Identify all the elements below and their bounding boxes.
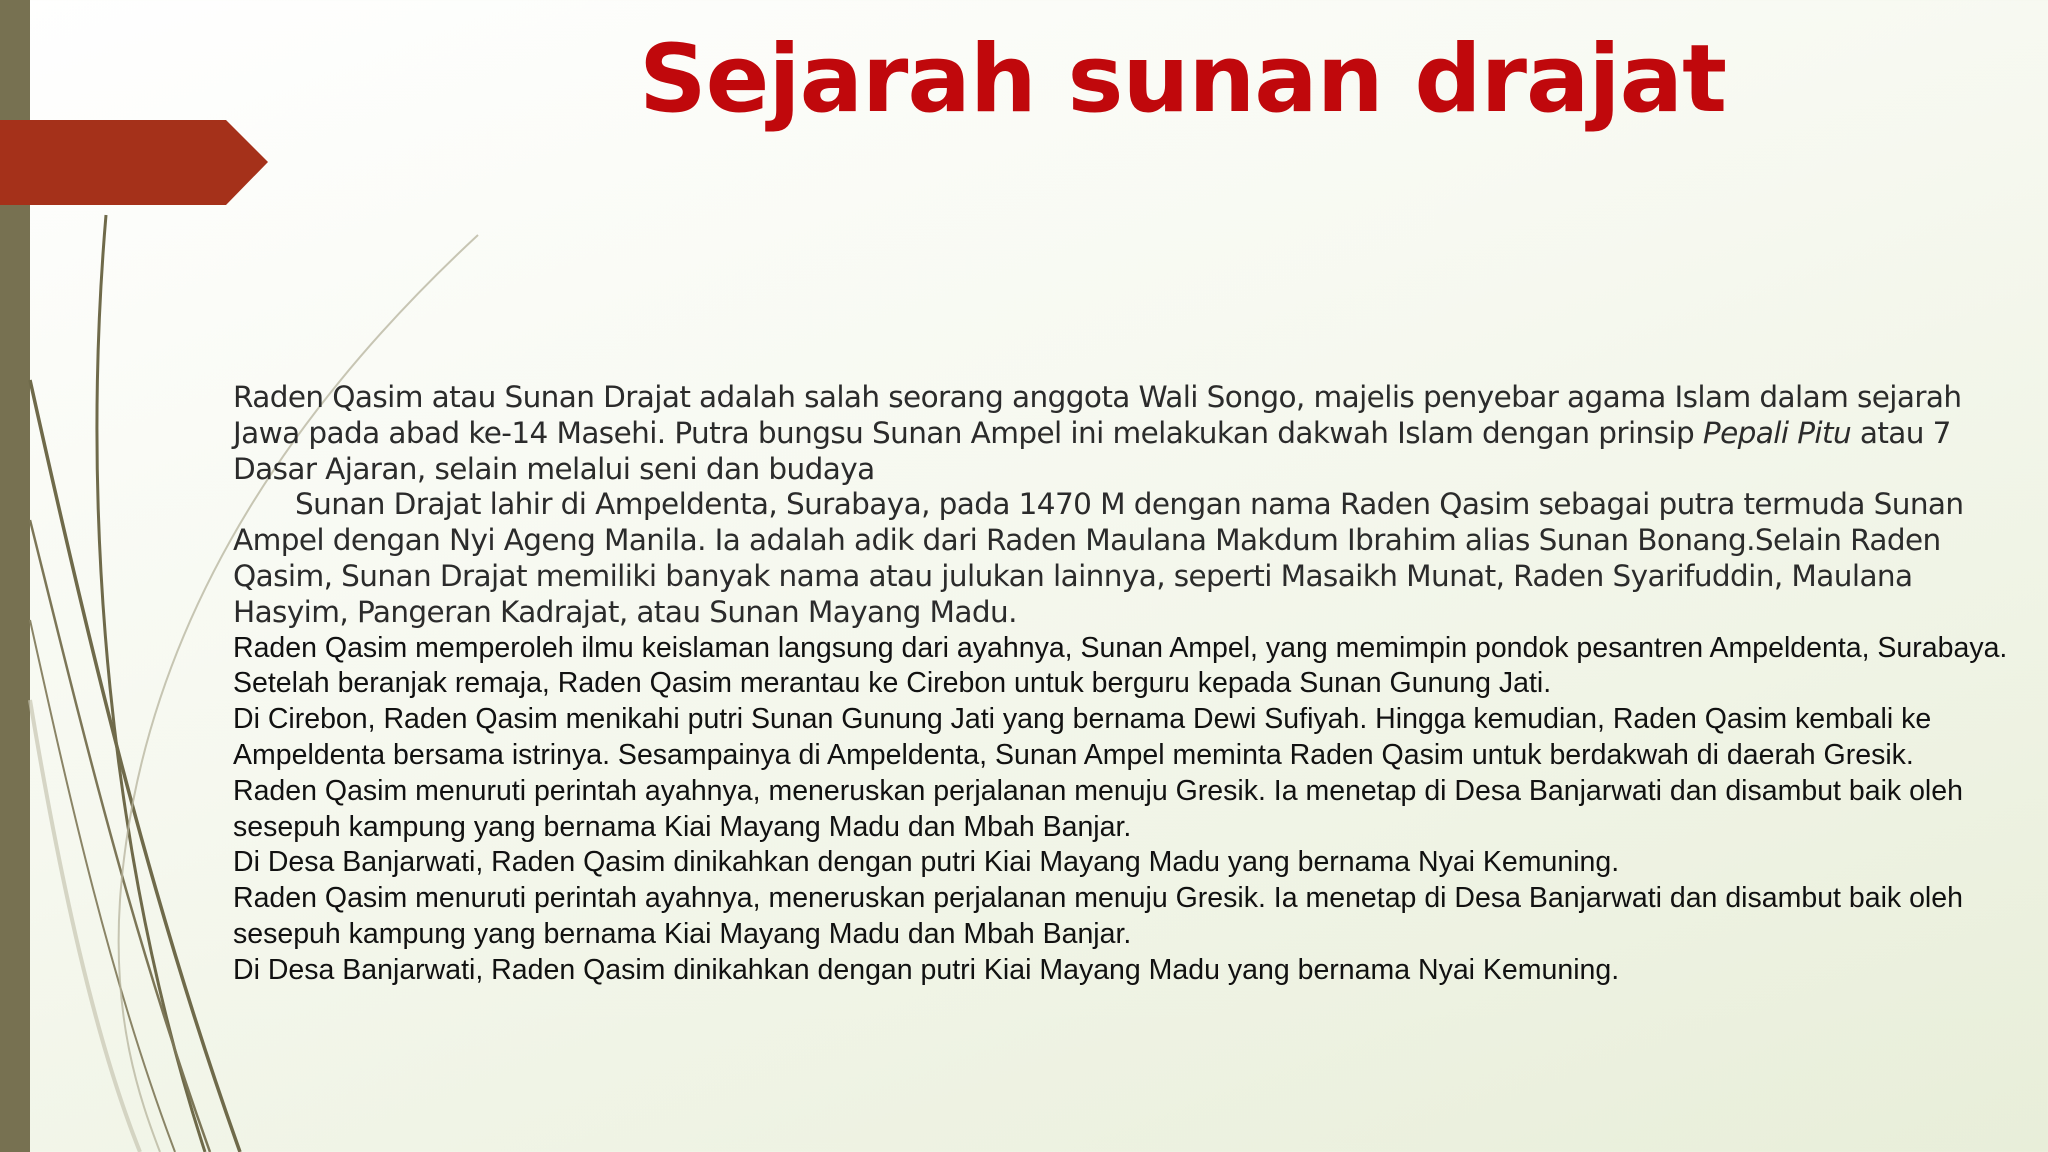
intro-text-end: atau 7 Dasar Ajaran, selain melalui seni dan budaya [233,415,1951,486]
body-text [233,380,2013,989]
paragraph-education: Raden Qasim memperoleh ilmu keislaman langsung dari ayahnya, Sunan Ampel, yang memimpin pondok pesantren Ampeldenta, Surabaya. Setelah beranjak remaja, Raden Qasim merantau ke Cirebon untuk berguru kepada Sunan Gunung Jati. [233,631,2008,700]
paragraph-gresik-journey-repeat: Raden Qasim menuruti perintah ayahnya, meneruskan perjalanan menuju Gresik. Ia menetap di Desa Banjarwati dan disambut baik oleh sesepuh kampung yang bernama Kiai Mayang Madu dan Mbah Banjar. [233,882,1963,950]
paragraph-birth: Sunan Drajat lahir di Ampeldenta, Surabaya, pada 1470 M dengan nama Raden Qasim sebagai putra termuda Sunan Ampel dengan Nyi Ageng Manila. Ia adalah adik dari Raden Maulana Makdum Ibrahim alias Sunan Bonang.Selain Raden Qasim, Sunan Drajat memiliki banyak nama atau julukan lainnya, seperti Masaikh Munat, Raden Syarifuddin, Maulana Hasyim, Pangeran Kadrajat, atau Sunan Mayang Madu. [233,487,1964,629]
paragraph-banjarwati: Di Desa Banjarwati, Raden Qasim dinikahkan dengan putri Kiai Mayang Madu yang bernama Nyai Kemuning. [233,846,1620,879]
paragraph-marriage-cirebon: Di Cirebon, Raden Qasim menikahi putri Sunan Gunung Jati yang bernama Dewi Sufiyah. Hingga kemudian, Raden Qasim kembali ke Ampeldenta bersama istrinya. Sesampainya di Ampeldenta, Sunan Ampel meminta Raden Qasim untuk berdakwah di daerah Gresik. [233,703,1932,771]
intro-italic-term: Pepali Pitu [1702,415,1852,450]
paragraph-intro [233,380,2013,487]
swirl-line [30,520,210,1152]
intro-text-start: Raden Qasim atau Sunan Drajat adalah salah seorang anggota Wali Songo, majelis penyebar agama Islam dalam sejarah Jawa pada abad ke-14 Masehi. Putra bungsu Sunan Ampel ini melakukan dakwah Islam dengan prinsip [233,380,1962,450]
swirl-line [97,215,205,1152]
paragraph-banjarwati-repeat: Di Desa Banjarwati, Raden Qasim dinikahkan dengan putri Kiai Mayang Madu yang bernama Nyai Kemuning. [233,953,1620,986]
paragraph-gresik-journey: Raden Qasim menuruti perintah ayahnya, meneruskan perjalanan menuju Gresik. Ia menetap di Desa Banjarwati dan disambut baik oleh sesepuh kampung yang bernama Kiai Mayang Madu dan Mbah Banjar. [233,774,1963,843]
slide-title: Sejarah sunan drajat [638,25,1727,134]
